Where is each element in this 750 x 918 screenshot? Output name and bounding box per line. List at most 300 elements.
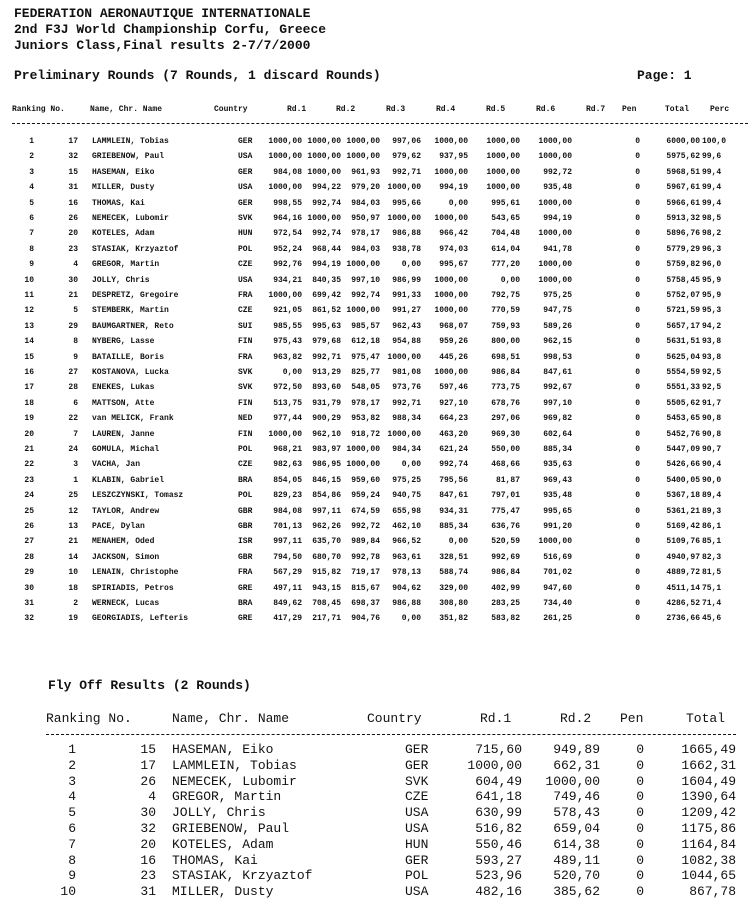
table-cell: 11: [24, 291, 34, 300]
column-header: Name, Chr. Name: [90, 105, 163, 114]
table-cell: 90,7: [702, 445, 722, 454]
table-cell: 773,75: [491, 383, 520, 393]
flyoff-cell: 32: [140, 821, 156, 836]
table-cell: 800,00: [491, 337, 520, 347]
table-cell: 23: [24, 475, 34, 485]
table-cell: 516,69: [543, 552, 572, 562]
table-cell: 5452,76: [666, 429, 700, 439]
column-header: Rd.7: [586, 105, 606, 114]
table-cell: LAMMLEIN, Tobias: [92, 137, 169, 146]
table-cell: 26: [24, 522, 34, 531]
header-divider: [12, 123, 748, 124]
table-cell: 1: [29, 137, 34, 146]
table-cell: 21: [68, 291, 78, 300]
flyoff-cell: JOLLY, Chris: [172, 805, 266, 821]
flyoff-cell: 614,38: [553, 836, 600, 852]
table-cell: 704,48: [491, 229, 520, 239]
table-cell: 308,80: [439, 599, 468, 608]
table-cell: 89,4: [702, 491, 722, 501]
table-cell: 968,07: [439, 321, 468, 331]
flyoff-cell: KOTELES, Adam: [172, 836, 274, 852]
table-cell: 770,59: [491, 306, 520, 316]
table-cell: 20: [24, 429, 34, 439]
table-cell: 0: [635, 167, 640, 177]
table-cell: 23: [68, 244, 78, 254]
table-cell: GER: [238, 198, 253, 208]
table-cell: 99,4: [702, 198, 722, 208]
table-cell: 9: [73, 352, 78, 362]
flyoff-cell: 0: [636, 805, 644, 821]
table-cell: 25: [68, 491, 78, 501]
table-cell: GER: [238, 167, 253, 177]
table-cell: HASEMAN, Eiko: [92, 167, 155, 177]
table-cell: 994,19: [543, 214, 572, 223]
table-cell: FRA: [238, 568, 253, 578]
table-cell: 597,46: [439, 383, 468, 393]
table-cell: 4940,97: [666, 552, 700, 562]
table-cell: STEMBERK, Martin: [92, 306, 169, 316]
table-cell: 22: [24, 460, 34, 470]
table-cell: 849,62: [273, 599, 302, 608]
table-cell: 997,11: [273, 537, 302, 547]
table-cell: 0: [635, 398, 640, 408]
flyoff-cell: 20: [140, 836, 156, 852]
table-cell: 952,24: [273, 244, 302, 254]
table-cell: 991,20: [543, 522, 572, 531]
flyoff-cell: 516,82: [475, 821, 522, 836]
table-cell: 0,00: [401, 260, 421, 270]
table-cell: 959,24: [351, 491, 380, 501]
table-cell: 6: [73, 398, 78, 408]
table-cell: 328,51: [439, 552, 468, 562]
table-cell: 297,06: [491, 414, 520, 424]
table-cell: 0,00: [282, 368, 302, 377]
flyoff-cell: 4: [148, 789, 156, 805]
table-cell: 992,78: [351, 552, 380, 562]
table-cell: 904,62: [392, 583, 421, 593]
table-cell: 969,82: [543, 414, 572, 424]
table-cell: 462,10: [392, 522, 421, 531]
table-cell: 759,93: [491, 321, 520, 331]
table-cell: 5759,82: [666, 260, 700, 270]
table-cell: 445,26: [439, 352, 468, 362]
table-cell: 1000,00: [538, 260, 572, 270]
table-cell: BRA: [238, 599, 253, 608]
table-cell: 0: [635, 337, 640, 347]
table-cell: 31: [68, 183, 78, 193]
table-cell: 708,45: [312, 599, 341, 608]
table-cell: 1: [73, 475, 78, 485]
table-cell: 612,18: [351, 337, 380, 347]
table-cell: 986,95: [312, 460, 341, 470]
table-cell: 994,19: [312, 260, 341, 270]
table-cell: 847,61: [439, 491, 468, 501]
table-cell: 992,74: [351, 291, 380, 300]
table-cell: 0: [635, 229, 640, 239]
table-cell: 935,63: [543, 460, 572, 470]
table-cell: 792,75: [491, 291, 520, 300]
table-cell: 885,34: [543, 445, 572, 454]
table-cell: 7: [73, 429, 78, 439]
table-cell: 5913,32: [666, 214, 700, 223]
table-cell: 19: [68, 614, 78, 624]
flyoff-cell: POL: [405, 868, 429, 884]
table-cell: 520,59: [491, 537, 520, 547]
table-cell: 14: [24, 337, 34, 347]
table-cell: 96,3: [702, 244, 722, 254]
table-cell: 98,5: [702, 214, 722, 223]
table-cell: MENAHEM, Oded: [92, 537, 155, 547]
flyoff-cell: 1209,42: [681, 805, 736, 821]
table-cell: 992,69: [491, 552, 520, 562]
table-cell: 915,82: [312, 568, 341, 578]
table-cell: GREGOR, Martin: [92, 260, 160, 270]
table-cell: 0,00: [500, 275, 520, 285]
table-cell: GBR: [238, 522, 253, 531]
table-cell: 941,78: [543, 244, 572, 254]
table-cell: KOTELES, Adam: [92, 229, 155, 239]
flyoff-column-header: Total: [686, 711, 726, 726]
table-cell: 5367,18: [666, 491, 700, 501]
flyoff-column-header: Rd.2: [560, 711, 592, 726]
flyoff-cell: 0: [636, 852, 644, 868]
flyoff-cell: 0: [636, 773, 644, 789]
flyoff-cell: 1000,00: [467, 757, 522, 773]
table-cell: 0: [635, 321, 640, 331]
flyoff-cell: LAMMLEIN, Tobias: [172, 757, 297, 773]
table-cell: 0: [635, 460, 640, 470]
table-cell: 854,86: [312, 491, 341, 501]
flyoff-cell: 1390,64: [681, 789, 736, 805]
flyoff-cell: 604,49: [475, 773, 522, 789]
flyoff-column-header: Pen: [620, 711, 644, 726]
table-cell: 4889,72: [666, 568, 700, 578]
table-cell: 583,82: [491, 614, 520, 624]
table-cell: 0: [635, 537, 640, 547]
flyoff-cell: 0: [636, 836, 644, 852]
table-cell: 1000,00: [307, 137, 341, 146]
table-cell: VACHA, Jan: [92, 460, 141, 470]
table-cell: 986,88: [392, 599, 421, 608]
table-cell: 777,20: [491, 260, 520, 270]
flyoff-cell: GREGOR, Martin: [172, 789, 282, 805]
flyoff-cell: 0: [636, 821, 644, 836]
flyoff-cell: 662,31: [553, 757, 600, 773]
table-cell: 8: [29, 244, 34, 254]
table-cell: 825,77: [351, 368, 380, 377]
flyoff-cell: 520,70: [553, 868, 600, 884]
table-cell: 984,34: [392, 445, 421, 454]
table-cell: 75,1: [702, 583, 722, 593]
table-cell: GRE: [238, 614, 253, 624]
table-cell: 997,11: [312, 506, 341, 516]
table-cell: 966,42: [439, 229, 468, 239]
table-cell: 1000,00: [387, 183, 421, 193]
table-cell: 937,95: [439, 152, 468, 162]
table-cell: 3: [29, 167, 34, 177]
flyoff-cell: 30: [140, 805, 156, 821]
table-cell: 28: [68, 383, 78, 393]
flyoff-cell: 9: [68, 868, 76, 884]
flyoff-cell: 17: [140, 757, 156, 773]
column-header: Rd.5: [486, 105, 506, 114]
table-cell: 1000,00: [307, 214, 341, 223]
table-cell: 89,3: [702, 506, 722, 516]
table-cell: 5625,04: [666, 352, 700, 362]
table-cell: 6: [29, 214, 34, 223]
table-cell: 13: [24, 321, 34, 331]
table-cell: 991,27: [392, 306, 421, 316]
table-cell: 1000,00: [268, 183, 302, 193]
table-cell: 4: [73, 260, 78, 270]
table-cell: 992,71: [312, 352, 341, 362]
table-cell: 1000,00: [538, 275, 572, 285]
table-cell: 5752,07: [666, 291, 700, 300]
table-cell: 1000,00: [538, 152, 572, 162]
table-cell: 5447,09: [666, 445, 700, 454]
table-cell: STASIAK, Krzyaztof: [92, 244, 179, 254]
table-cell: FIN: [238, 429, 253, 439]
table-cell: 1000,00: [346, 152, 380, 162]
flyoff-divider: [46, 734, 736, 735]
table-cell: 2736,66: [666, 614, 700, 624]
table-cell: 31: [24, 599, 34, 608]
flyoff-cell: 385,62: [553, 884, 600, 900]
table-cell: 20: [68, 229, 78, 239]
table-cell: 935,48: [543, 183, 572, 193]
flyoff-title: Fly Off Results (2 Rounds): [48, 678, 251, 693]
table-cell: 979,68: [312, 337, 341, 347]
table-cell: 10: [24, 275, 34, 285]
table-cell: 698,37: [351, 599, 380, 608]
table-cell: 1000,00: [434, 137, 468, 146]
table-cell: 992,74: [312, 229, 341, 239]
table-cell: 82,3: [702, 552, 722, 562]
table-cell: TAYLOR, Andrew: [92, 506, 160, 516]
table-cell: 5975,62: [666, 152, 700, 162]
flyoff-cell: 26: [140, 773, 156, 789]
flyoff-cell: 578,43: [553, 805, 600, 821]
table-cell: 217,71: [312, 614, 341, 624]
table-cell: 950,97: [351, 214, 380, 223]
table-cell: 719,17: [351, 568, 380, 578]
table-cell: 992,72: [543, 167, 572, 177]
flyoff-cell: 593,27: [475, 852, 522, 868]
table-cell: 961,93: [351, 167, 380, 177]
table-cell: 963,82: [273, 352, 302, 362]
table-cell: 0: [635, 352, 640, 362]
table-cell: CZE: [238, 460, 253, 470]
table-cell: BATAILLE, Boris: [92, 352, 165, 362]
table-cell: 983,97: [312, 445, 341, 454]
table-cell: 984,03: [351, 244, 380, 254]
table-cell: 975,43: [273, 337, 302, 347]
table-cell: DESPRETZ, Gregoire: [92, 291, 179, 300]
flyoff-cell: GER: [405, 742, 429, 757]
flyoff-cell: 8: [68, 852, 76, 868]
flyoff-cell: 641,18: [475, 789, 522, 805]
flyoff-cell: 2: [68, 757, 76, 773]
table-cell: 0: [635, 137, 640, 146]
flyoff-cell: 16: [140, 852, 156, 868]
table-cell: 934,21: [273, 275, 302, 285]
table-cell: 0: [635, 583, 640, 593]
flyoff-cell: GRIEBENOW, Paul: [172, 821, 290, 836]
table-cell: 0: [635, 152, 640, 162]
table-cell: 351,82: [439, 614, 468, 624]
table-cell: 0: [635, 568, 640, 578]
table-cell: 840,35: [312, 275, 341, 285]
table-cell: 962,15: [543, 337, 572, 347]
flyoff-column-header: Rd.1: [480, 711, 512, 726]
flyoff-cell: 630,99: [475, 805, 522, 821]
table-cell: KOSTANOVA, Lucka: [92, 368, 169, 377]
class-title: Juniors Class,Final results 2-7/7/2000: [14, 38, 311, 53]
flyoff-cell: 0: [636, 884, 644, 900]
flyoff-cell: STASIAK, Krzyaztof: [172, 868, 313, 884]
table-cell: 92,5: [702, 383, 722, 393]
flyoff-cell: 0: [636, 868, 644, 884]
table-cell: 93,8: [702, 352, 722, 362]
table-cell: 94,2: [702, 321, 722, 331]
table-cell: 5721,59: [666, 306, 700, 316]
table-cell: 0: [635, 491, 640, 501]
table-cell: 24: [24, 491, 34, 501]
table-cell: 968,21: [273, 445, 302, 454]
table-cell: WERNECK, Lucas: [92, 599, 160, 608]
flyoff-cell: THOMAS, Kai: [172, 852, 258, 868]
flyoff-cell: 949,89: [553, 742, 600, 757]
table-cell: 1000,00: [387, 352, 421, 362]
table-cell: 997,06: [392, 137, 421, 146]
table-cell: GOMULA, Michal: [92, 445, 160, 454]
table-cell: 994,22: [312, 183, 341, 193]
table-cell: 5779,29: [666, 244, 700, 254]
table-cell: 27: [68, 368, 78, 377]
flyoff-cell: 489,11: [553, 852, 600, 868]
table-cell: 927,10: [439, 398, 468, 408]
table-cell: 32: [68, 152, 78, 162]
table-cell: 1000,00: [434, 306, 468, 316]
table-cell: 981,08: [392, 368, 421, 377]
table-cell: 5968,51: [666, 167, 700, 177]
table-cell: 794,50: [273, 552, 302, 562]
table-cell: 1000,00: [538, 137, 572, 146]
table-cell: 4: [29, 183, 34, 193]
table-cell: FIN: [238, 337, 253, 347]
table-cell: 0: [635, 214, 640, 223]
column-header: Rd.3: [386, 105, 406, 114]
table-cell: GRE: [238, 583, 253, 593]
table-cell: 861,52: [312, 306, 341, 316]
table-cell: 734,40: [543, 599, 572, 608]
table-cell: 1000,00: [387, 214, 421, 223]
flyoff-cell: 1175,86: [681, 821, 736, 836]
table-cell: 24: [68, 445, 78, 454]
table-cell: JACKSON, Simon: [92, 552, 160, 562]
table-cell: LAUREN, Janne: [92, 429, 155, 439]
table-cell: 0: [635, 445, 640, 454]
table-cell: 943,15: [312, 583, 341, 593]
table-cell: 6000,00: [666, 137, 700, 146]
table-cell: 973,76: [392, 383, 421, 393]
table-cell: 5: [73, 306, 78, 316]
table-cell: 1000,00: [307, 152, 341, 162]
table-cell: 4511,14: [666, 583, 700, 593]
table-cell: 621,24: [439, 445, 468, 454]
table-cell: 885,34: [439, 522, 468, 531]
table-cell: 417,29: [273, 614, 302, 624]
table-cell: 986,84: [491, 568, 520, 578]
table-cell: 5: [29, 198, 34, 208]
page-number: Page: 1: [637, 68, 692, 83]
column-header: Rd.1: [287, 105, 307, 114]
table-cell: 698,51: [491, 352, 520, 362]
table-cell: 12: [68, 506, 78, 516]
table-cell: GRIEBENOW, Paul: [92, 152, 165, 162]
flyoff-cell: 7: [68, 836, 76, 852]
flyoff-cell: 15: [140, 742, 156, 757]
table-cell: van MELICK, Frank: [92, 414, 174, 424]
table-cell: 1000,00: [486, 167, 520, 177]
flyoff-cell: 715,60: [475, 742, 522, 757]
table-cell: 91,7: [702, 398, 722, 408]
table-cell: 602,64: [543, 429, 572, 439]
table-cell: 975,25: [543, 291, 572, 300]
table-cell: 0,00: [401, 460, 421, 470]
table-cell: 0: [635, 198, 640, 208]
table-cell: 0: [635, 275, 640, 285]
table-cell: 497,11: [273, 583, 302, 593]
flyoff-cell: USA: [405, 884, 429, 900]
table-cell: 797,01: [491, 491, 520, 501]
table-cell: 975,25: [392, 475, 421, 485]
table-cell: 966,52: [392, 537, 421, 547]
table-cell: 1000,00: [346, 137, 380, 146]
table-cell: 30: [24, 583, 34, 593]
table-cell: 1000,00: [434, 275, 468, 285]
table-cell: 5966,61: [666, 198, 700, 208]
table-cell: 984,08: [273, 167, 302, 177]
flyoff-cell: 1665,49: [681, 742, 736, 757]
table-cell: 17: [68, 137, 78, 146]
table-cell: 29: [24, 568, 34, 578]
table-cell: 963,61: [392, 552, 421, 562]
table-cell: 5109,76: [666, 537, 700, 547]
table-cell: 0: [635, 244, 640, 254]
column-header: Country: [214, 105, 248, 114]
table-cell: 13: [68, 522, 78, 531]
table-cell: 0: [635, 383, 640, 393]
flyoff-cell: HASEMAN, Eiko: [172, 742, 274, 757]
table-cell: 95,9: [702, 291, 722, 300]
flyoff-cell: USA: [405, 805, 429, 821]
table-cell: 962,43: [392, 321, 421, 331]
table-cell: 0: [635, 414, 640, 424]
table-cell: 1000,00: [346, 445, 380, 454]
table-cell: 0: [635, 614, 640, 624]
table-cell: 86,1: [702, 522, 722, 531]
table-cell: 947,60: [543, 583, 572, 593]
flyoff-column-header: Name, Chr. Name: [172, 711, 290, 726]
table-cell: 968,44: [312, 244, 341, 254]
table-cell: FIN: [238, 398, 253, 408]
table-cell: 972,50: [273, 383, 302, 393]
table-cell: 984,08: [273, 506, 302, 516]
table-cell: 5505,62: [666, 398, 700, 408]
table-cell: 98,2: [702, 229, 722, 239]
table-cell: 5453,65: [666, 414, 700, 424]
